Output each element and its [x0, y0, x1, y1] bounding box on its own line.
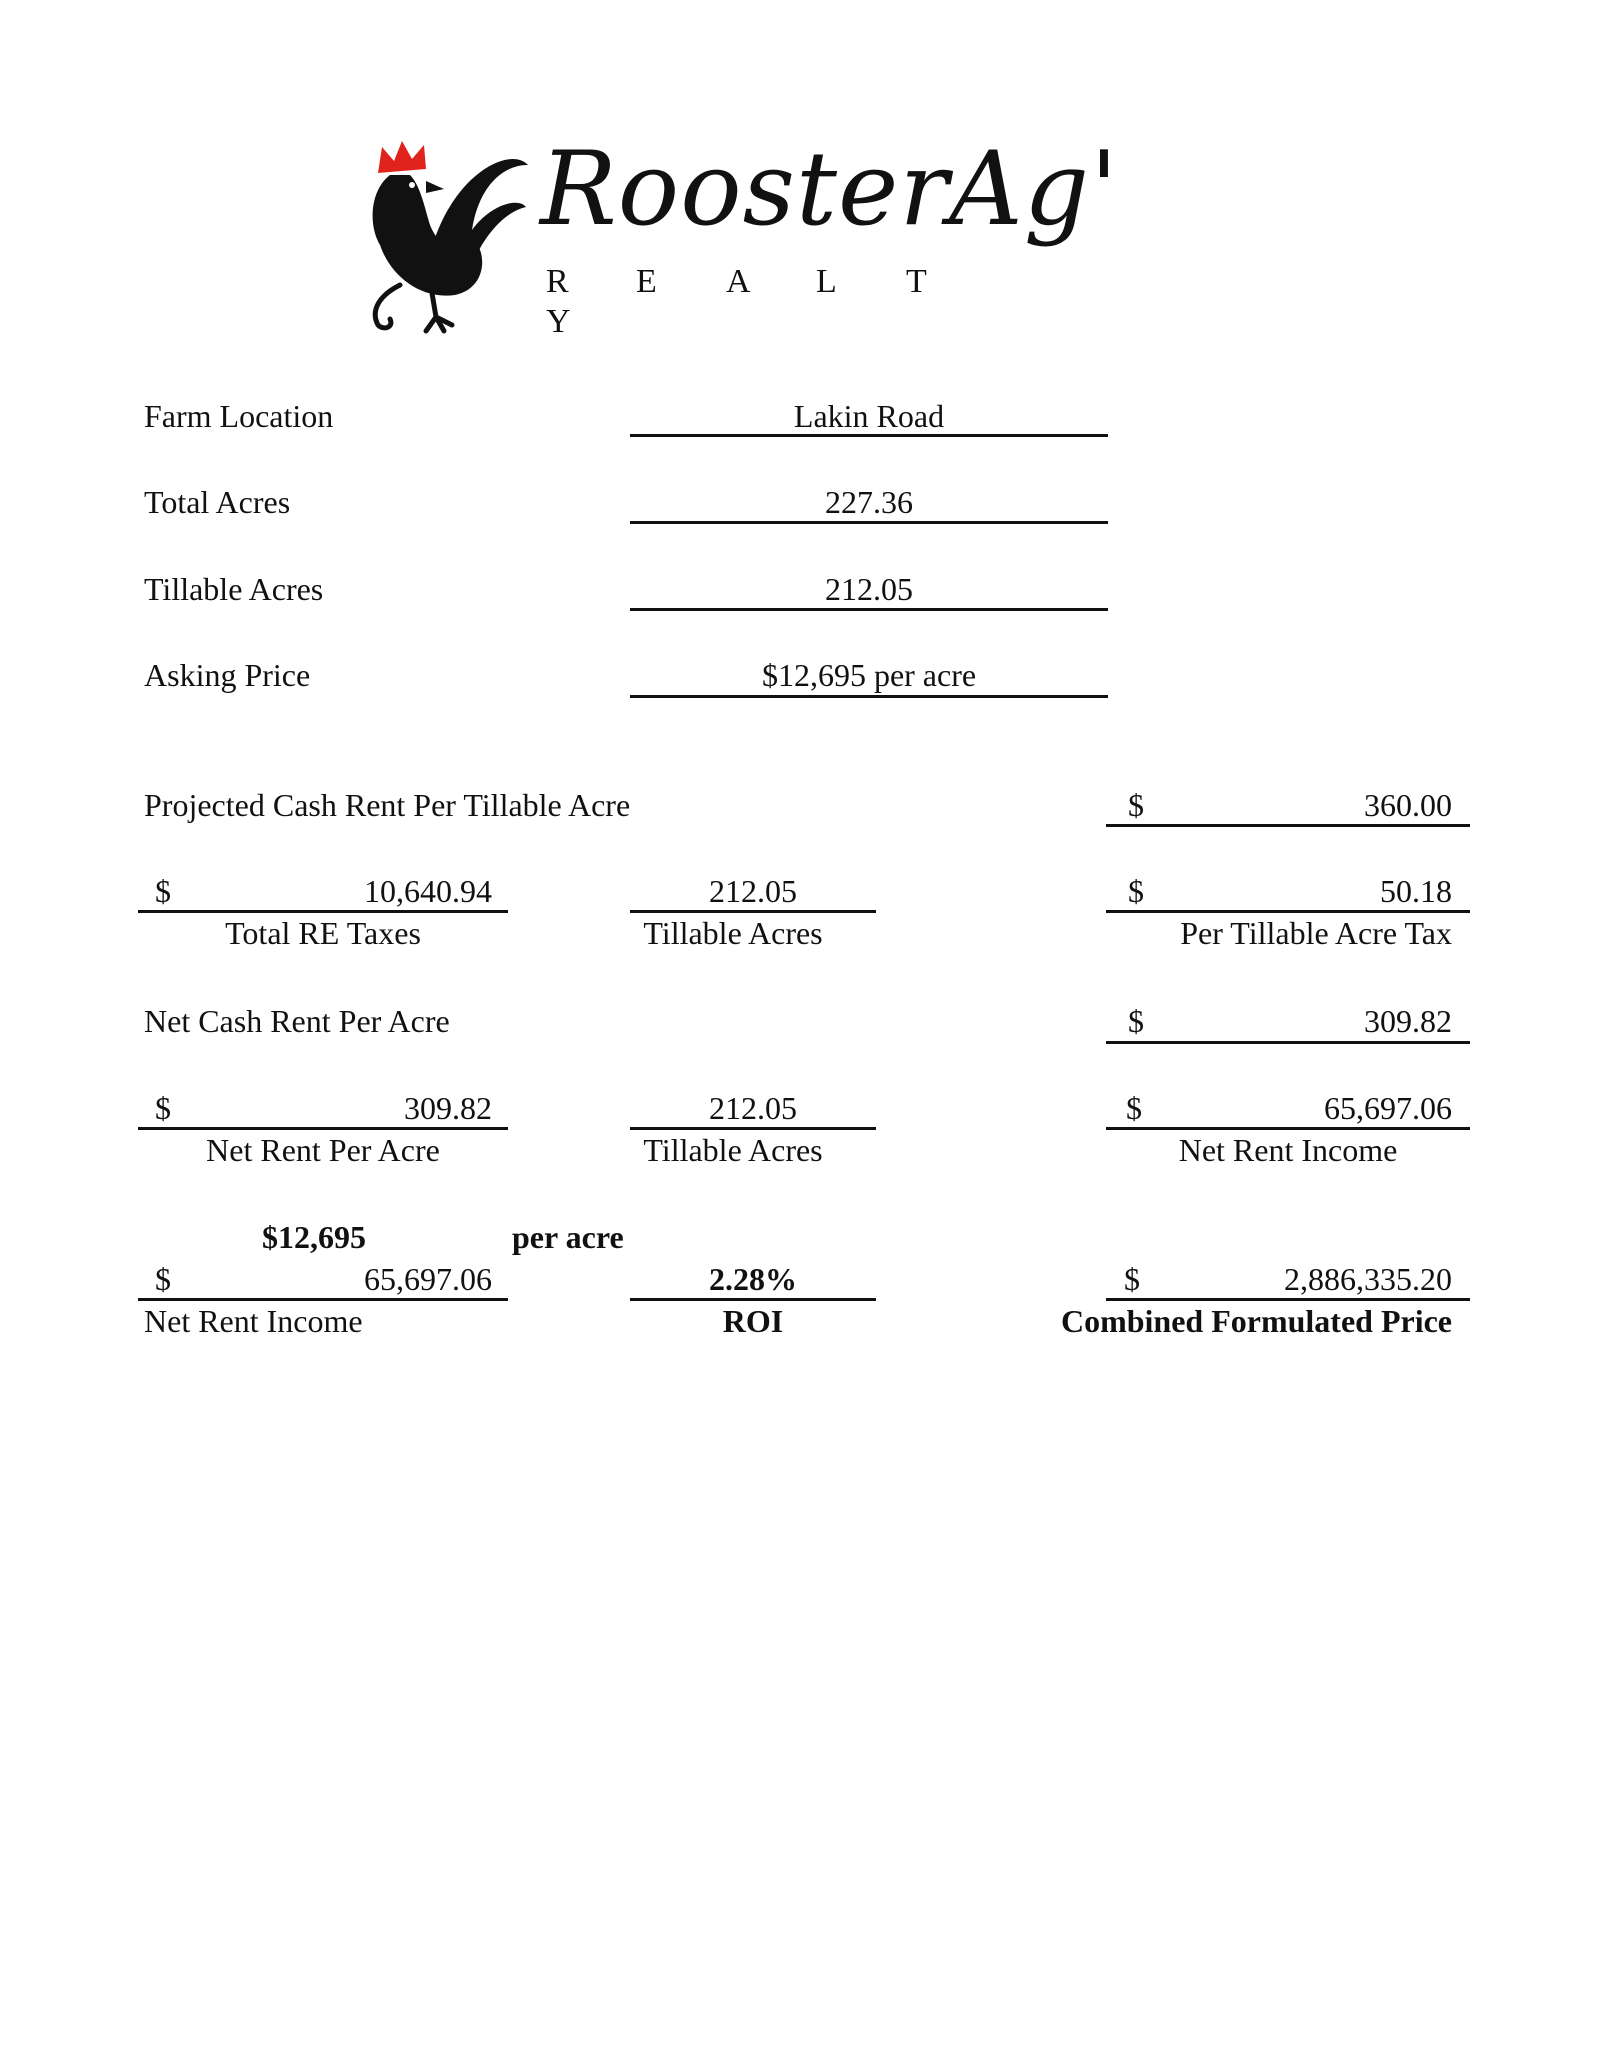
combined-underline	[1106, 1298, 1470, 1301]
total-acres-underline	[630, 521, 1108, 524]
net-cash-rent-value: 309.82	[1364, 1003, 1452, 1039]
total-re-taxes-currency: $	[155, 873, 171, 909]
tillable-acres-value-1: 212.05	[709, 873, 797, 909]
asking-price-underline	[630, 695, 1108, 698]
per-acre-tax-label: Per Tillable Acre Tax	[1180, 915, 1452, 951]
tillable-acres-value-2: 212.05	[709, 1090, 797, 1126]
income-value: 65,697.06	[364, 1261, 492, 1297]
logo-wordmark: RoosterAg'	[540, 130, 1120, 249]
net-rent-per-acre-value: 309.82	[404, 1090, 492, 1126]
tillable-acres-label-1: Tillable Acres	[643, 915, 823, 951]
tillable-acres-underline	[630, 608, 1108, 611]
total-acres-value: 227.36	[825, 484, 913, 520]
roi-underline	[630, 1298, 876, 1301]
roi-label: ROI	[722, 1303, 784, 1339]
tillable-acres-label-2: Tillable Acres	[643, 1132, 823, 1168]
combined-currency: $	[1124, 1261, 1140, 1297]
net-rent-income-currency: $	[1126, 1090, 1142, 1126]
farm-location-underline	[630, 434, 1108, 437]
company-logo	[360, 130, 1120, 340]
net-rent-per-acre-underline	[138, 1127, 508, 1130]
net-cash-rent-underline	[1106, 1041, 1470, 1044]
farm-location-value: Lakin Road	[793, 398, 945, 434]
asking-price-label: Asking Price	[144, 657, 311, 693]
per-acre-tax-currency: $	[1128, 873, 1144, 909]
farm-location-label: Farm Location	[144, 398, 334, 434]
price-per-acre-unit: per acre	[512, 1219, 624, 1255]
combined-label: Combined Formulated Price	[1060, 1303, 1452, 1339]
per-acre-tax-underline	[1106, 910, 1470, 913]
net-rent-income-label: Net Rent Income	[1178, 1132, 1398, 1168]
total-re-taxes-label: Total RE Taxes	[225, 915, 421, 951]
price-per-acre-value: $12,695	[262, 1219, 366, 1255]
combined-value: 2,886,335.20	[1284, 1261, 1452, 1297]
net-rent-per-acre-currency: $	[155, 1090, 171, 1126]
net-cash-rent-label: Net Cash Rent Per Acre	[144, 1003, 450, 1039]
tillable-acres-value: 212.05	[825, 571, 913, 607]
total-re-taxes-value: 10,640.94	[364, 873, 492, 909]
total-re-taxes-underline	[138, 910, 508, 913]
tillable-acres-underline-1	[630, 910, 876, 913]
income-underline	[138, 1298, 508, 1301]
asking-price-value: $12,695 per acre	[761, 657, 977, 693]
projected-rent-label: Projected Cash Rent Per Tillable Acre	[144, 787, 631, 823]
projected-rent-value: 360.00	[1364, 787, 1452, 823]
roi-value: 2.28%	[709, 1261, 797, 1297]
logo-subtitle: R E A L TY	[546, 263, 927, 340]
total-acres-label: Total Acres	[144, 484, 291, 520]
income-currency: $	[155, 1261, 171, 1297]
projected-rent-currency: $	[1128, 787, 1144, 823]
net-cash-rent-currency: $	[1128, 1003, 1144, 1039]
projected-rent-underline	[1106, 824, 1470, 827]
per-acre-tax-value: 50.18	[1380, 873, 1452, 909]
tillable-acres-label: Tillable Acres	[144, 571, 324, 607]
net-rent-per-acre-label: Net Rent Per Acre	[206, 1132, 440, 1168]
tillable-acres-underline-2	[630, 1127, 876, 1130]
net-rent-income-value: 65,697.06	[1324, 1090, 1452, 1126]
net-rent-income-underline	[1106, 1127, 1470, 1130]
rooster-icon	[360, 135, 530, 335]
income-label: Net Rent Income	[144, 1303, 363, 1339]
